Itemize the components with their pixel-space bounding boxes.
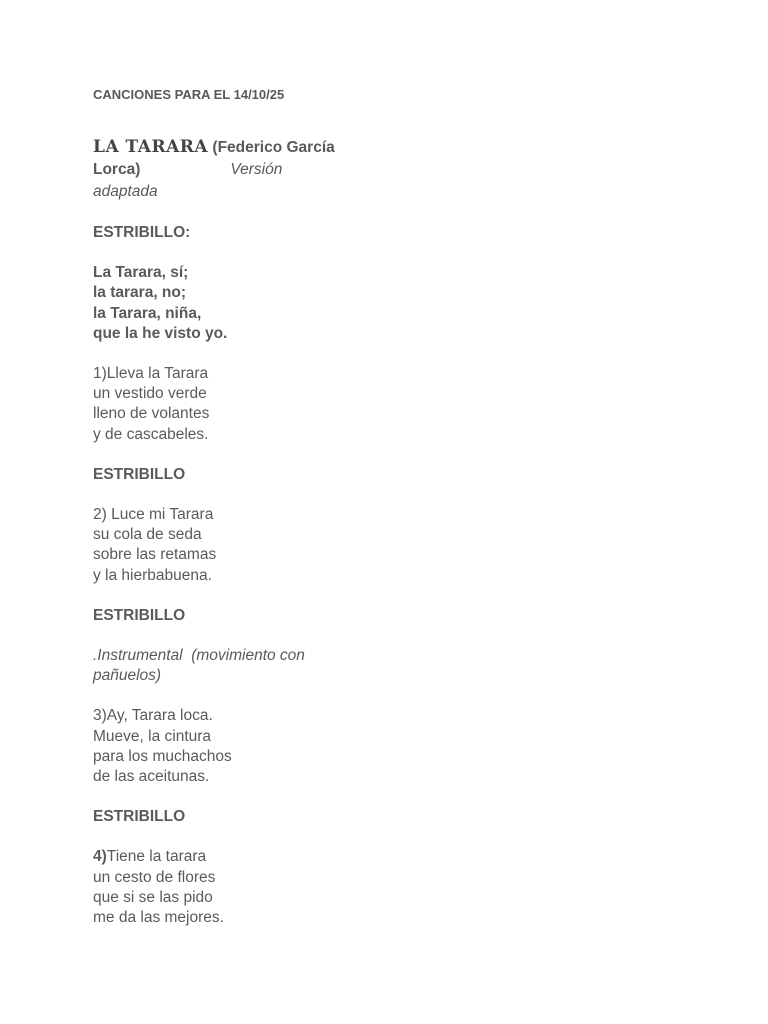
lyric-line: me da las mejores. xyxy=(93,909,224,927)
lyric-line: que si se las pido xyxy=(93,888,213,906)
chorus-reference: ESTRIBILLO xyxy=(93,606,186,624)
lyric-line: 4)Tiene la tarara xyxy=(93,848,207,866)
lyric-line: 3)Ay, Tarara loca. xyxy=(93,707,213,725)
song-author: (Federico García Lorca) xyxy=(93,139,335,178)
verse-4 xyxy=(93,847,393,928)
lyric-line: sobre las retamas xyxy=(93,546,217,564)
lyric-line: un vestido verde xyxy=(93,385,207,403)
chorus-lyrics xyxy=(93,263,393,344)
lyric-line: un cesto de flores xyxy=(93,868,216,886)
lyric-line: 1)Lleva la Tarara xyxy=(93,365,209,383)
chorus-reference: ESTRIBILLO xyxy=(93,808,186,826)
adapted-label: adaptada xyxy=(93,183,158,200)
lyric-line: para los muchachos xyxy=(93,747,232,765)
lyric-line: y de cascabeles. xyxy=(93,425,209,443)
lyric-line: y la hierbabuena. xyxy=(93,566,212,584)
song-title: LA TARARA xyxy=(93,137,209,157)
instrumental-note xyxy=(93,646,393,686)
lyric-line: la Tarara, niña, xyxy=(93,304,202,322)
document-header: CANCIONES PARA EL 14/10/25 xyxy=(93,87,285,102)
document-page xyxy=(93,86,393,928)
lyric-line: Mueve, la cintura xyxy=(93,727,212,745)
verse-3 xyxy=(93,706,393,787)
lyric-line: que la he visto yo. xyxy=(93,324,228,342)
chorus-reference: ESTRIBILLO xyxy=(93,465,186,483)
lyric-line: lleno de volantes xyxy=(93,405,210,423)
lyric-line: su cola de seda xyxy=(93,526,202,544)
lyric-line: La Tarara, sí; xyxy=(93,264,189,282)
song-title-block xyxy=(93,136,358,203)
instrumental-line: .Instrumental (movimiento con xyxy=(93,647,305,665)
verse-1 xyxy=(93,364,393,445)
lyric-line: 2) Luce mi Tarara xyxy=(93,506,214,524)
chorus-label: ESTRIBILLO: xyxy=(93,224,191,241)
lyric-line: de las aceitunas. xyxy=(93,768,210,786)
instrumental-line: pañuelos) xyxy=(93,667,162,685)
verse-number: 4) xyxy=(93,848,107,866)
lyric-line: la tarara, no; xyxy=(93,284,187,302)
verse-2 xyxy=(93,505,393,586)
version-label: Versión xyxy=(230,161,283,178)
